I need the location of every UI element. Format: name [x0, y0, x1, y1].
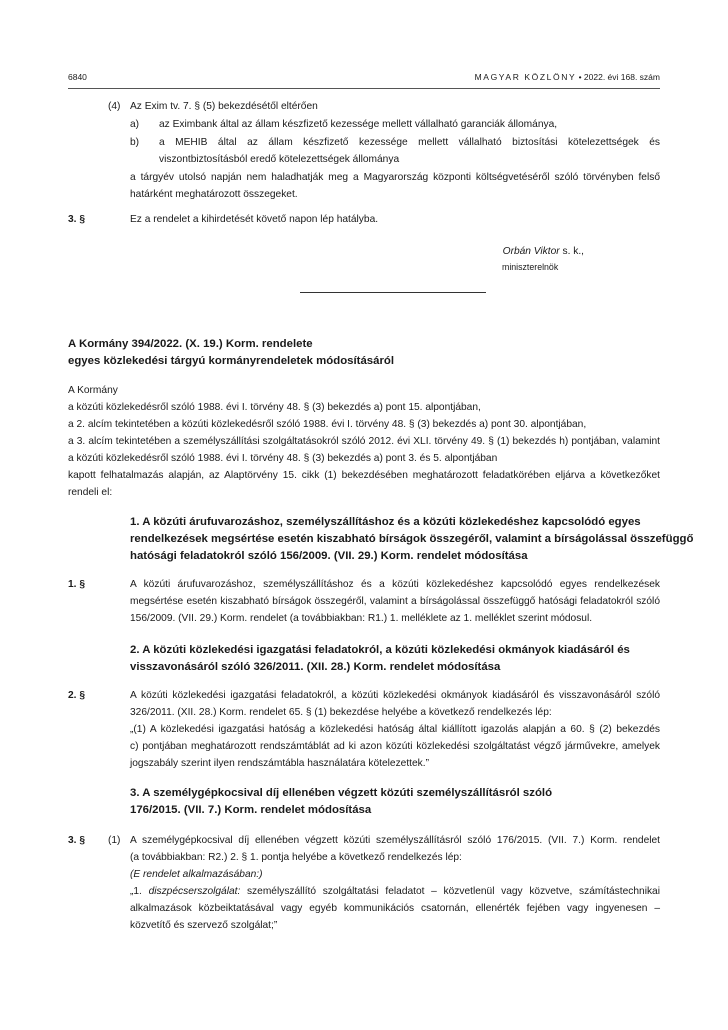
intro-text: a közúti közlekedésről szóló 1988. évi I. törvény 48. § (3) bekezdés a) pont 15. alpontjában,	[68, 402, 481, 413]
quoted-text	[130, 884, 660, 900]
quote-open: „1.	[130, 886, 149, 897]
section-text: 156/2009. (VII. 29.) Korm. rendelet (a továbbiakban: R1.) 1. melléklete az 1. melléklet szerint módosul.	[130, 613, 593, 624]
separator-line	[300, 292, 486, 293]
signature-suffix: s. k.,	[559, 246, 584, 257]
section-text: A közúti közlekedési igazgatási feladatokról, a közúti közlekedési okmányok kiadásáról és visszavonásáról szóló	[130, 690, 660, 701]
section-text: 326/2011. (XII. 28.) Korm. rendelet 65. § (1) bekezdése helyébe a következő rendelkezés lép:	[130, 707, 552, 718]
journal-info: MAGYAR KÖZLÖNY • 2022. évi 168. szám	[474, 72, 660, 82]
point-text: az Eximbank által az állam készfizető kezessége mellett vállalható garanciák állománya,	[159, 119, 558, 130]
header-rule	[68, 88, 660, 89]
context-note: (E rendelet alkalmazásában:)	[130, 869, 263, 880]
paragraph-number: (4)	[108, 101, 121, 112]
defined-term: diszpécserszolgálat:	[148, 886, 241, 897]
quoted-text: jogszabály szerint ilyen rendszámtábla használatára kötelezettek.”	[130, 758, 429, 769]
quoted-text: c) pontjában meghatározott rendszámtáblát ad ki azon közúti közlekedési szolgáltatást végző járművekre, amelyek	[130, 741, 660, 752]
intro-text: a 3. alcím tekintetében a személyszállítási szolgáltatásokról szóló 2012. évi XLI. törvény 49. § (1) bekezdés h) pontjában, valamint	[68, 436, 660, 447]
decree-subtitle: egyes közlekedési tárgyú kormányrendeletek módosításáról	[68, 355, 395, 367]
intro-text: a 2. alcím tekintetében a közúti közlekedésről szóló 1988. évi I. törvény 48. § (3) bekezdés a) pont 30. alpontjában,	[68, 419, 587, 430]
intro-text: A Kormány	[68, 385, 118, 396]
subsection-heading: 176/2015. (VII. 7.) Korm. rendelet módosítása	[130, 804, 372, 816]
subsection-heading: 2. A közúti közlekedési igazgatási feladatokról, a közúti közlekedési okmányok kiadásáról és	[130, 644, 630, 656]
section-text: A közúti árufuvarozáshoz, személyszállításhoz és a közúti közlekedéshez kapcsolódó egyes rendelkezések	[130, 579, 660, 590]
section-text: Ez a rendelet a kihirdetését követő napon lép hatályba.	[130, 214, 379, 225]
signature	[503, 244, 584, 260]
journal-name: MAGYAR KÖZLÖNY	[474, 72, 577, 82]
quoted-text: „(1) A közlekedési igazgatási hatóság a közlekedési hatóság által kiállított igazolás alapján a 60. § (2) bekezdés	[130, 724, 660, 735]
subsection-heading: 3. A személygépkocsival díj ellenében végzett közúti személyszállításról szóló	[130, 787, 553, 799]
point-text: viszontbiztosításból eredő kötelezettségek állománya	[159, 154, 400, 165]
paragraph-text: a tárgyév utolsó napján nem haladhatják meg a Magyarország központi költségvetéséről szóló törvényben felső	[130, 172, 660, 183]
subsection-heading: visszavonásáról szóló 326/2011. (XII. 28.) Korm. rendelet módosítása	[130, 661, 501, 673]
running-header	[68, 72, 660, 86]
subsection-heading: 1. A közúti árufuvarozáshoz, személyszállításhoz és a közúti közlekedéshez kapcsolódó egyes	[130, 516, 641, 528]
intro-text: a közúti közlekedésről szóló 1988. évi I. törvény 48. § (3) bekezdés a) pont 3. és 5. alpontjában	[68, 453, 498, 464]
section-number: 3. §	[68, 214, 85, 225]
section-number: 2. §	[68, 690, 85, 701]
signature-title: miniszterelnök	[502, 262, 559, 272]
quoted-text: közvetítő és szervező szolgálat;”	[130, 920, 278, 931]
intro-text: kapott felhatalmazás alapján, az Alaptörvény 15. cikk (1) bekezdésében meghatározott feladatkörében eljárva a következőket	[68, 470, 660, 481]
point-text: a MEHIB által az állam készfizető kezessége mellett vállalható biztosítási kötelezettségek és	[159, 137, 660, 148]
point-label: a)	[130, 119, 140, 130]
section-text: (a továbbiakban: R2.) 2. § 1. pontja helyébe a következő rendelkezés lép:	[130, 852, 462, 863]
section-number: 3. §	[68, 835, 85, 846]
section-number: 1. §	[68, 579, 85, 590]
paragraph-number: (1)	[108, 835, 121, 846]
page-number: 6840	[68, 72, 87, 82]
intro-text: rendeli el:	[68, 487, 113, 498]
definition-text: személyszállító szolgáltatási feladatot – közvetlenül vagy közvetve, számítástechnikai	[240, 886, 660, 897]
signature-name: Orbán Viktor	[502, 246, 560, 257]
quoted-text: alkalmazások közbeiktatásával vagy egyéb kommunikációs csatornán, ellenérték fejében vagy ingyenesen –	[130, 903, 660, 914]
point-label: b)	[130, 137, 140, 148]
paragraph-text: Az Exim tv. 7. § (5) bekezdésétől eltérően	[130, 101, 318, 112]
issue-number: 2022. évi 168. szám	[583, 72, 660, 82]
section-text: megsértése esetén kiszabható bírságok összegéről, valamint a bírságolással összefüggő hatósági feladatokról szóló	[130, 596, 660, 607]
decree-title: A Kormány 394/2022. (X. 19.) Korm. rendelete	[68, 338, 313, 350]
subsection-heading: rendelkezések megsértése esetén kiszabható bírságok összegéről, valamint a bírságolással összefüggő	[130, 533, 694, 545]
subsection-heading: hatósági feladatokról szóló 156/2009. (VII. 29.) Korm. rendelet módosítása	[130, 550, 528, 562]
paragraph-text: határként meghatározott összegeket.	[130, 189, 298, 200]
section-text: A személygépkocsival díj ellenében végzett közúti személyszállításról szóló 176/2015. (VII. 7.) Korm. rendelet	[130, 835, 660, 846]
